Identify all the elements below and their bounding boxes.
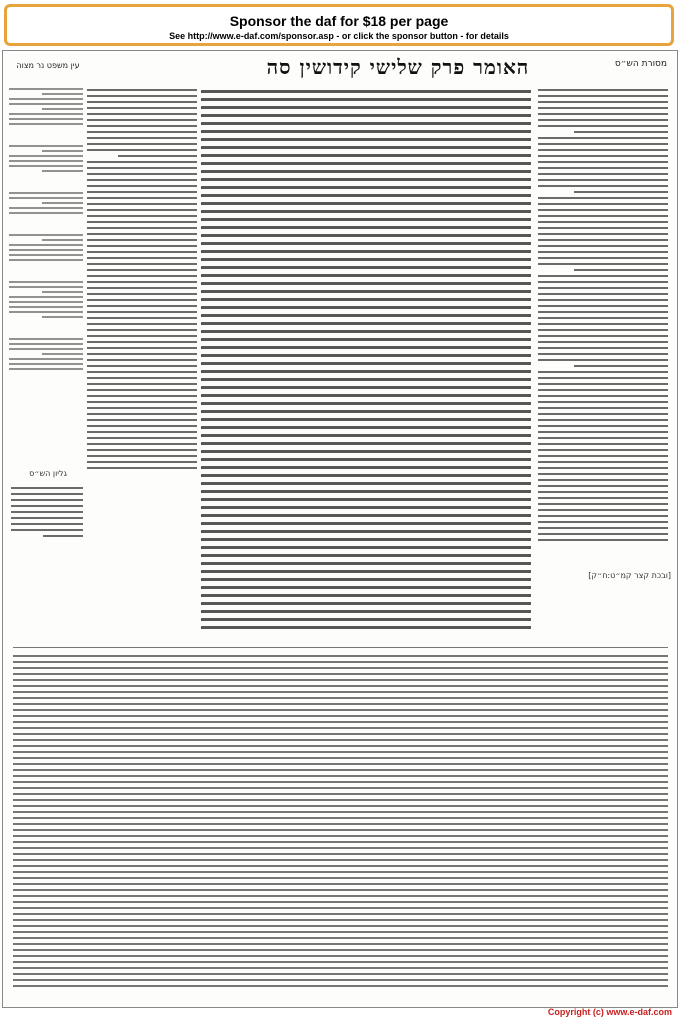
margin-references-column (9, 85, 83, 465)
sponsor-title: Sponsor the daf for $18 per page (229, 13, 449, 29)
gilyon-hashas-notes (11, 483, 83, 593)
bottom-commentary-block (13, 651, 668, 1001)
page-title: האומר פרק שלישי קידושין סה (266, 55, 530, 79)
commentary-separator (13, 647, 668, 648)
ein-mishpat-header: עין משפט נר מצוה (16, 61, 80, 70)
sponsor-banner[interactable] (4, 4, 674, 46)
side-reference-note: [ובכת קצר קמ״ט:ח״ק] (588, 571, 671, 580)
copyright-notice: Copyright (c) www.e-daf.com (547, 1007, 672, 1017)
tosafot-commentary-column (87, 85, 197, 675)
talmud-page (2, 50, 678, 1008)
gilyon-hashas-label: גליון הש״ס (29, 469, 67, 478)
masoret-hashas-header: מסורת הש״ס (614, 59, 667, 69)
sponsor-subtitle[interactable]: See http://www.e-daf.com/sponsor.asp - or click the sponsor button - for details (169, 31, 509, 41)
gemara-main-text (201, 85, 531, 645)
rashi-commentary-column (538, 85, 668, 675)
